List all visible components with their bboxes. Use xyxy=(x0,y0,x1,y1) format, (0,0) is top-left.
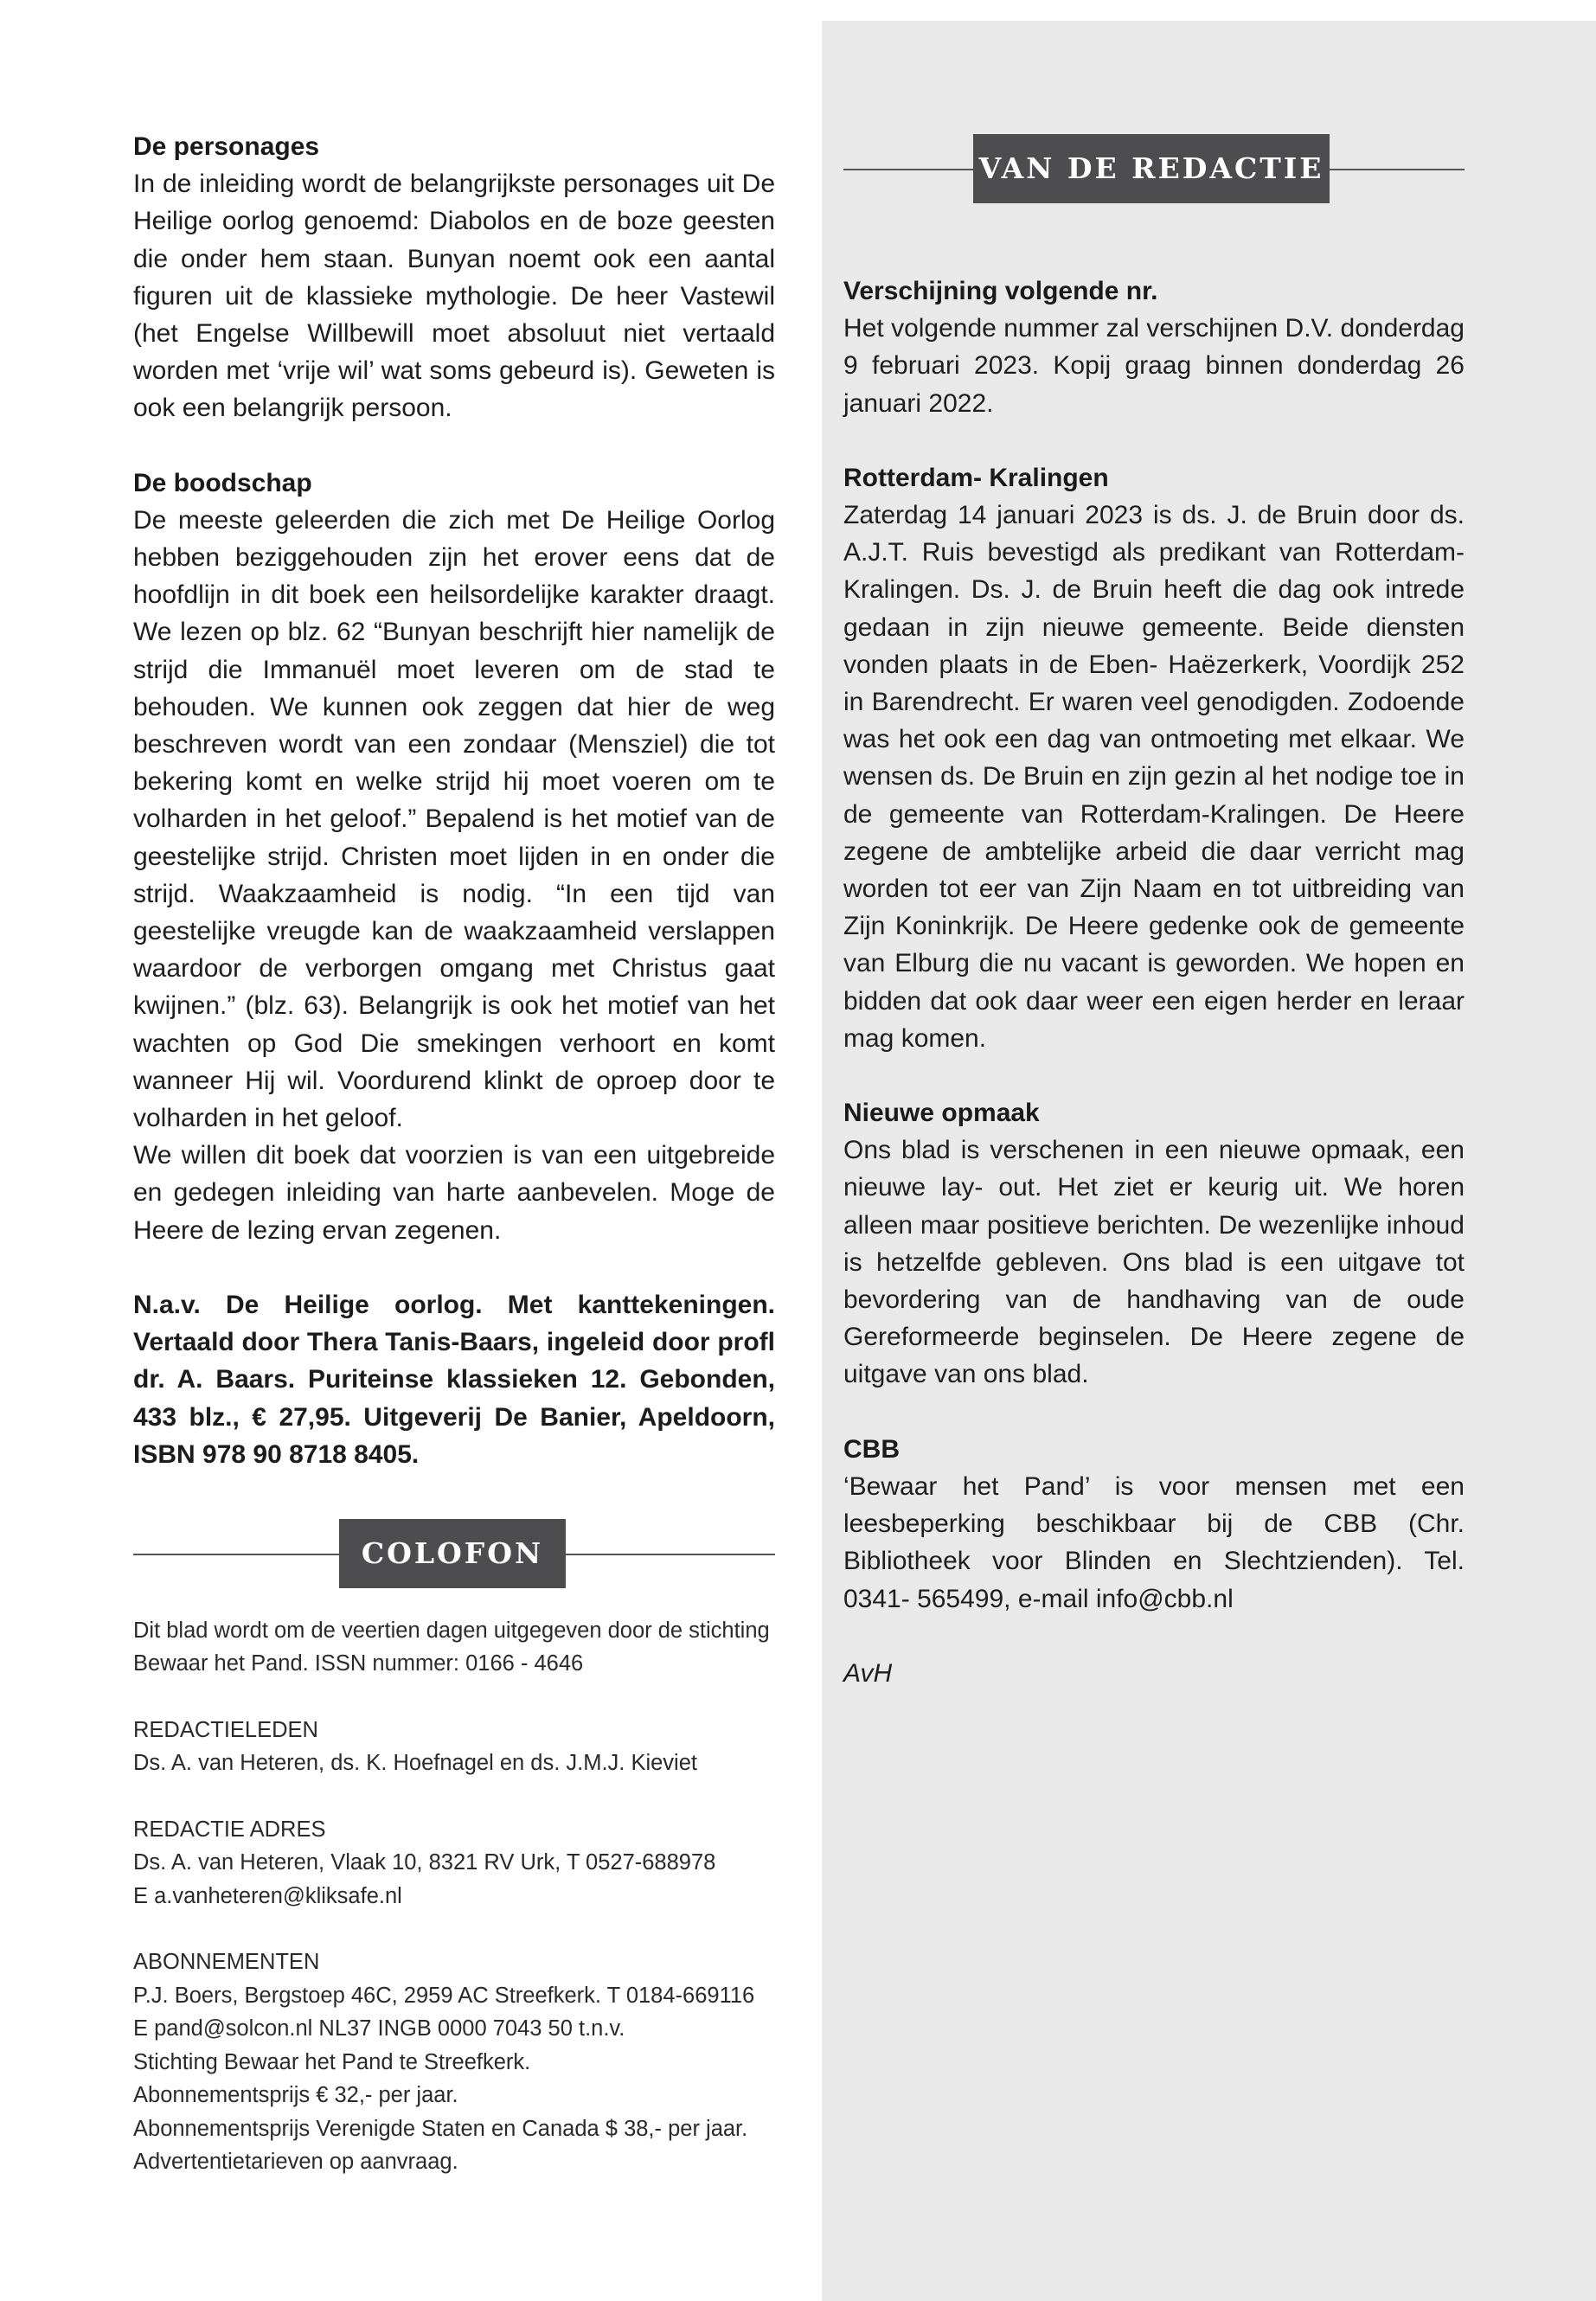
verschijning-heading: Verschijning volgende nr. xyxy=(843,277,1158,305)
aanbeveling-paragraph: We willen dit boek dat voorzien is van een uitgebreide en gedegen inleiding van harte aanbevelen. Moge de Heere de lezing ervan zegenen. xyxy=(133,1141,775,1245)
redactie-banner xyxy=(843,134,1465,203)
cbb-heading: CBB xyxy=(843,1434,900,1464)
colofon-details xyxy=(133,1614,775,2179)
redactie-adres-label: REDACTIE ADRES xyxy=(133,1817,326,1842)
bibliographic-note: N.a.v. De Heilige oorlog. Met kanttekeningen. Vertaald door Thera Tanis-Baars, ingeleid door profl dr. A. Baars. Puriteinse klassieken 12. Gebonden, 433 blz., € 27,95. Uitgeverij De Banier, Apeldoorn, ISBN 978 90 8718 8405. xyxy=(133,1290,775,1469)
boodschap-paragraph: De meeste geleerden die zich met De Heilige Oorlog hebben beziggehouden zijn het erover eens dat de hoofdlijn in dit boek een heilsordelijke karakter draagt. We lezen op blz. 62 “Bunyan beschrijft hier namelijk de strijd die Immanuël moet leveren om de stad te behouden. We kunnen ook zeggen dat hier de weg beschreven wordt van een zondaar (Mensziel) die tot bekering komt en welke strijd hij moet voeren om te volharden in het geloof.” Bepalend is het motief van de geestelijke strijd. Christen moet lijden in en onder die strijd. Waakzaamheid is nodig. “In een tijd van geestelijke vreugde kan de waakzaamheid verslappen waardoor de verborgen omgang met Christus gaat kwijnen.” (blz. 63). Belangrijk is ook het motief van het wachten op God Die smekingen verhoort en komt wanneer Hij wil. Voordurend klinkt de oproep door te volharden in het geloof. xyxy=(133,505,775,1133)
abonnementen-line: Abonnementsprijs Verenigde Staten en Canada $ 38,- per jaar. xyxy=(133,2116,748,2141)
colofon-intro: Dit blad wordt om de veertien dagen uitgegeven door de stichting Bewaar het Pand. ISSN nummer: 0166 - 4646 xyxy=(133,1618,770,1676)
personages-heading: De personages xyxy=(133,132,320,161)
verschijning-paragraph: Het volgende nummer zal verschijnen D.V. donderdag 9 februari 2023. Kopij graag binnen donderdag 26 januari 2022. xyxy=(843,314,1465,418)
redactieleden-label: REDACTIELEDEN xyxy=(133,1717,318,1742)
abonnementen-line: Stichting Bewaar het Pand te Streefkerk. xyxy=(133,2049,531,2074)
kralingen-heading: Rotterdam- Kralingen xyxy=(843,463,1109,492)
abonnementen-line: Abonnementsprijs € 32,- per jaar. xyxy=(133,2083,458,2108)
kralingen-paragraph: Zaterdag 14 januari 2023 is ds. J. de Bruin door ds. A.J.T. Ruis bevestigd als predikant van Rotterdam-Kralingen. Ds. J. de Bruin heeft die dag ook intrede gedaan in zijn nieuwe gemeente. Beide diensten vonden plaats in de Eben- Haëzerkerk, Voordijk 252 in Barendrecht. Er waren veel genodigden. Zodoende was het ook een dag van ontmoeting met elkaar. We wensen ds. De Bruin en zijn gezin al het nodige toe in de gemeente van Rotterdam-Kralingen. De Heere zegene de ambtelijke arbeid die daar verricht mag worden tot eer van Zijn Naam en tot uitbreiding van Zijn Koninkrijk. De Heere gedenke ook de gemeente van Elburg die nu vacant is geworden. We hopen en bidden dat ook daar weer een eigen herder en leraar mag komen. xyxy=(843,501,1465,1053)
redactie-adres-line: Ds. A. van Heteren, Vlaak 10, 8321 RV Urk, T 0527-688978 xyxy=(133,1850,716,1875)
abonnementen-line: Advertentietarieven op aanvraag. xyxy=(133,2150,458,2175)
personages-paragraph: In de inleiding wordt de belangrijkste personages uit De Heilige oorlog genoemd: Diabolos en de boze geesten die onder hem staan. Bunyan noemt ook een aantal figuren uit de klassieke mythologie. De heer Vastewil (het Engelse Willbewill moet absoluut niet vertaald worden met ‘vrije wil’ wat soms gebeurd is). Geweten is ook een belangrijk persoon. xyxy=(133,170,775,423)
abonnementen-line: P.J. Boers, Bergstoep 46C, 2959 AC Streefkerk. T 0184-669116 xyxy=(133,1983,755,2008)
colofon-title: COLOFON xyxy=(339,1519,566,1588)
signature: AvH xyxy=(843,1658,893,1688)
boodschap-heading: De boodschap xyxy=(133,468,312,497)
opmaak-heading: Nieuwe opmaak xyxy=(843,1099,1040,1128)
redactie-column xyxy=(843,134,1465,1692)
abonnementen-line: E pand@solcon.nl NL37 INGB 0000 7043 50 t.n.v. xyxy=(133,2016,625,2041)
article-column xyxy=(133,128,775,2179)
redactie-email: E a.vanheteren@kliksafe.nl xyxy=(133,1883,402,1908)
redactieleden-names: Ds. A. van Heteren, ds. K. Hoefnagel en ds. J.M.J. Kieviet xyxy=(133,1751,697,1776)
redactie-title: VAN DE REDACTIE xyxy=(973,134,1330,203)
colofon-banner xyxy=(133,1519,775,1588)
cbb-paragraph: ‘Bewaar het Pand’ is voor mensen met een leesbeperking beschikbaar bij de CBB (Chr. Bibliotheek voor Blinden en Slechtzienden). Tel. 0341- 565499, e-mail info@cbb.nl xyxy=(843,1471,1465,1613)
opmaak-paragraph: Ons blad is verschenen in een nieuwe opmaak, een nieuwe lay- out. Het ziet er keurig uit. We horen alleen maar positieve berichten. De wezenlijke inhoud is hetzelfde gebleven. Ons blad is een uitgave tot bevordering van de handhaving van de oude Gereformeerde beginselen. De Heere zegene de uitgave van ons blad. xyxy=(843,1136,1465,1389)
abonnementen-label: ABONNEMENTEN xyxy=(133,1950,320,1975)
